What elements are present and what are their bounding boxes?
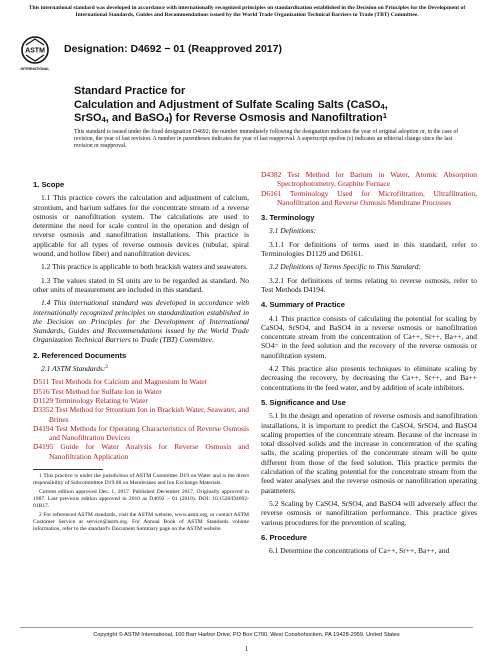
section-6-heading: 6. Procedure bbox=[261, 532, 308, 542]
astm-logo bbox=[20, 36, 50, 72]
footer-divider bbox=[20, 627, 473, 628]
section-3-heading: 3. Terminology bbox=[261, 213, 315, 223]
footnote-2: 2 For referenced ASTM standards, visit the ASTM website, www.astm.org, or contact ASTM Customer Service at service@astm.org. For Annual Book of ASTM Standards volume information, refer to the standard's Document Summary page on the ASTM website. bbox=[33, 512, 249, 532]
para-5-2: 5.2 Scaling by CaSO4, SrSO4, and BaSO4 will adversely affect the reverse osmosis or nanofiltration performance. This practice gives various procedures for the prevention of scaling. bbox=[261, 498, 477, 527]
para-1-1: 1.1 This practice covers the calculation and adjustment of calcium, strontium, and barium sulfates for the concentrate stream of a reverse osmosis or nanofiltration system. The calculations are used to determine the need for scale control in the operation and design of reverse osmosis and nanofiltration installations. This practice is applicable for all types of reverse osmosis devices (tubular, spiral wound, and hollow fiber) and nanofiltration devices. bbox=[33, 193, 249, 259]
reference-item[interactable]: D4382 Test Method for Barium in Water, Atomic Absorption Spectrophotometry, Graphite Furnace bbox=[261, 170, 477, 189]
footnote-1: 1 This practice is under the jurisdiction of ASTM Committee D19 on Water and is the direct responsibility of Subcommittee D19.08 on Membranes and Ion Exchange Materials. bbox=[33, 473, 249, 486]
section-4-heading: 4. Summary of Practice bbox=[261, 300, 345, 310]
para-3-1-1: 3.1.1 For definitions of terms used in this standard, refer to Terminologies D1129 and D6161. bbox=[261, 239, 477, 259]
title-line-2: Calculation and Adjustment of Sulfate Scaling Salts (CaSO$_4$, bbox=[74, 98, 388, 111]
para-1-2: 1.2 This practice is applicable to both brackish waters and seawaters. bbox=[41, 262, 248, 272]
international-standard-notice: This international standard was developed in accordance with internationally recognized principles on standardization established in the Decision on Principles for the Development of International Standards, Guides and Recommendations issued by the World Trade Organization Technical Barriers to Trade (TBT) Committee. bbox=[28, 5, 466, 18]
para-1-3: 1.3 The values stated in SI units are to be regarded as standard. No other units of measurement are included in this standard. bbox=[33, 275, 249, 294]
para-3-2: 3.2 Definitions of Terms Specific to This Standard: bbox=[269, 262, 421, 272]
footnote-1-edition: Current edition approved Dec. 1, 2017. Published December 2017. Originally approved in 1987. Last previous edition approved in 2010 as D4692 – 01 (2010). DOI: 10.1520/D4692-01R17. bbox=[33, 489, 249, 509]
logo-text: ASTM bbox=[25, 47, 45, 55]
document-title bbox=[74, 85, 454, 126]
para-4-1: 4.1 This practice consists of calculating the potential for scaling by CaSO4, SrSO4, and BaSO4 in a reverse osmosis or nanofiltration concentrate stream from the concentration of Ca++, Sr++, Ba++, and SO4= in the feed solution and the recovery of the reverse osmosis or nanofiltration system. bbox=[261, 313, 477, 360]
reference-item[interactable]: D3352 Test Method for Strontium Ion in Brackish Water, Seawater, and Brines bbox=[33, 405, 249, 424]
para-1-4: 1.4 This international standard was developed in accordance with internationally recognized principles on standardization established in the Decision on Principles for the Development of International Standards, Guides and Recommendations issued by the World Trade Organization Technical Barriers to Trade (TBT) Committee. bbox=[33, 298, 249, 345]
right-column bbox=[261, 170, 477, 559]
title-line-1: Standard Practice for bbox=[74, 85, 186, 97]
footnote-divider bbox=[33, 469, 103, 470]
reference-item[interactable]: D6161 Terminology Used for Microfiltration, Ultrafiltration, Nanofiltration and Reverse Osmosis Membrane Processes bbox=[261, 188, 477, 207]
title-line-3: SrSO$_4$, and BaSO$_4$) for Reverse Osmosis and Nanofiltration$^1$ bbox=[74, 111, 387, 124]
reference-item[interactable]: D516 Test Method for Sulfate Ion in Water bbox=[33, 386, 162, 396]
para-5-1: 5.1 In the design and operation of reverse osmosis and nanofiltration installations, it is important to predict the CaSO4, SrSO4, and BaSO4 scaling properties of the concentrate stream. Because of the increase in total dissolved solids and the increase in concentration of the scaling salts, the scaling properties of the concentrate stream will be quite different from those of the feed solution. This practice permits the calculation of the scaling potential for the concentrate stream from the feed water analyses and the reverse osmosis or nanofiltration operating parameters. bbox=[261, 411, 477, 495]
left-column bbox=[33, 174, 249, 461]
para-3-2-1: 3.2.1 For definitions of terms relating to reverse osmosis, refer to Test Methods D4194. bbox=[261, 275, 477, 294]
logo-subtext: INTERNATIONAL bbox=[20, 67, 50, 71]
designation-abstract: This standard is issued under the fixed designation D4692; the number immediately following the designation indicates the year of original adoption or, in the case of revision, the year of last revision. A number in parentheses indicates the year of last reapproval. A superscript epsilon (ε) indicates an editorial change since the last revision or reapproval. bbox=[74, 129, 459, 149]
footnotes bbox=[33, 473, 249, 535]
page-number: 1 bbox=[244, 645, 249, 653]
section-5-heading: 5. Significance and Use bbox=[261, 397, 346, 407]
reference-item[interactable]: D4195 Guide for Water Analysis for Reverse Osmosis and Nanofiltration Application bbox=[33, 442, 250, 461]
reference-item[interactable]: D1129 Terminology Relating to Water bbox=[33, 395, 148, 405]
para-6-1: 6.1 Determine the concentrations of Ca++, Sr++, Ba++, and bbox=[269, 546, 450, 556]
para-2-1: 2.1 ASTM Standards:$^2$ bbox=[41, 364, 109, 374]
designation: Designation: D4692 − 01 (Reapproved 2017) bbox=[64, 43, 282, 55]
section-1-heading: 1. Scope bbox=[33, 180, 65, 189]
reference-item[interactable]: D511 Test Methods for Calcium and Magnesium In Water bbox=[33, 377, 208, 387]
copyright-footer: Copyright © ASTM International, 100 Barr Harbor Drive, PO Box C700, West Conshohocken, PA 19428-2959. United States bbox=[93, 632, 400, 638]
para-4-2: 4.2 This practice also presents techniques to eliminate scaling by decreasing the recovery, by decreasing the Ca++, Sr++, and Ba++ concentrations in the feed water, and by addition of scale inhibitors. bbox=[261, 364, 477, 392]
reference-item[interactable]: D4194 Test Methods for Operating Characteristics of Reverse Osmosis and Nanofiltration Devices bbox=[33, 423, 249, 443]
section-2-heading: 2. Referenced Documents bbox=[33, 350, 127, 360]
para-3-1: 3.1 Definitions: bbox=[269, 226, 317, 236]
reference-list bbox=[33, 377, 249, 461]
